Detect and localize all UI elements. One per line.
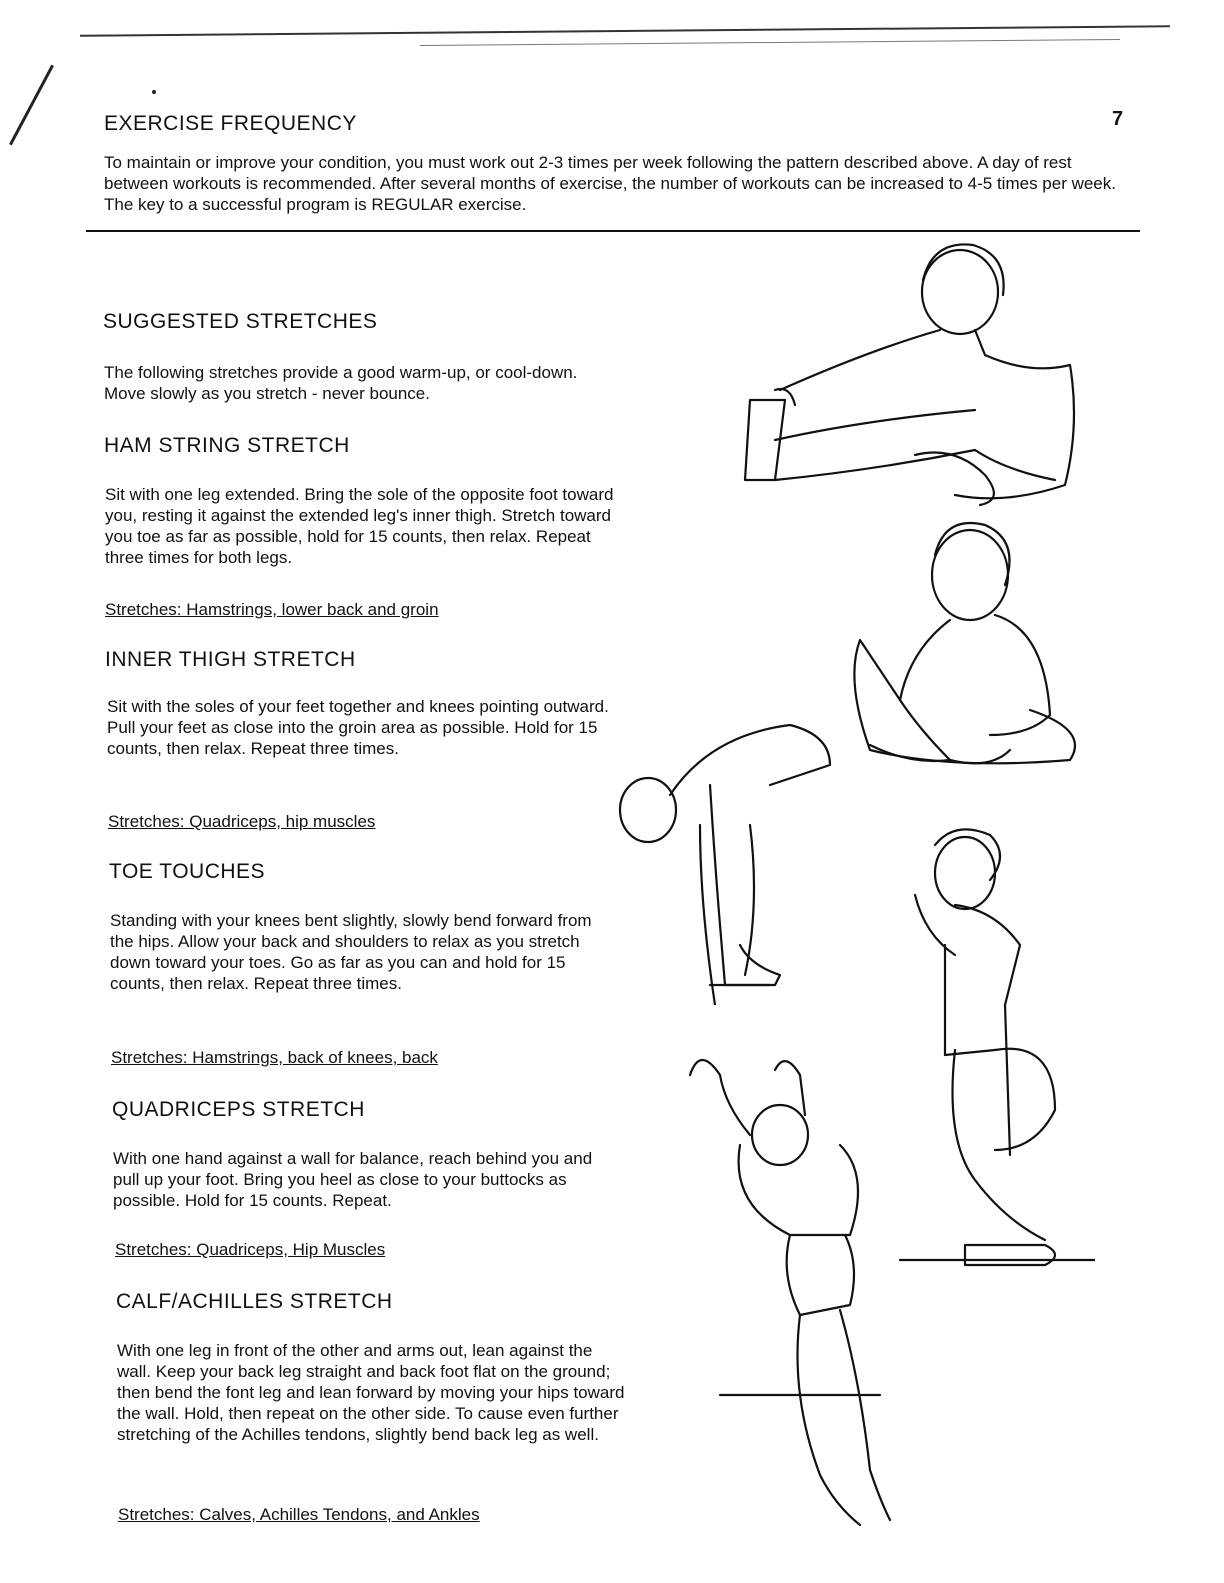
quadriceps-stretch-heading: QUADRICEPS STRETCH bbox=[112, 1098, 365, 1121]
scan-mark bbox=[9, 65, 54, 146]
suggested-stretches-intro: The following stretches provide a good warm-up, or cool-down. Move slowly as you stretch - never bounce. bbox=[104, 363, 578, 403]
toe-touches-body: Standing with your knees bent slightly, slowly bend forward from the hips. Allow your back and shoulders to relax as you stretch down toward your toes. Go as far as you can and hold for 15 counts, then relax. Repeat three times. bbox=[110, 911, 592, 993]
top-rule bbox=[80, 25, 1170, 37]
inner-thigh-stretch-illustration bbox=[850, 515, 1090, 785]
hamstring-stretch-body: Sit with one leg extended. Bring the sole of the opposite foot toward you, resting it against the extended leg's inner thigh. Stretch toward you toe as far as possible, hold for 15 counts, then relax. Repeat three times for both legs. bbox=[105, 485, 614, 567]
exercise-frequency-heading: EXERCISE FREQUENCY bbox=[104, 112, 357, 135]
page-number: 7 bbox=[1112, 108, 1124, 130]
inner-thigh-stretch-heading: INNER THIGH STRETCH bbox=[105, 648, 356, 671]
suggested-stretches-heading: SUGGESTED STRETCHES bbox=[103, 310, 378, 333]
quadriceps-stretch-body: With one hand against a wall for balance, reach behind you and pull up your foot. Bring you heel as close to your buttocks as possible. Hold for 15 counts. Repeat. bbox=[113, 1149, 593, 1210]
quadriceps-stretch-illustration bbox=[895, 825, 1095, 1275]
calf-achilles-stretch-targets: Stretches: Calves, Achilles Tendons, and Ankles bbox=[118, 1505, 480, 1524]
toe-touches-targets: Stretches: Hamstrings, back of knees, back bbox=[111, 1048, 438, 1067]
toe-touches-heading: TOE TOUCHES bbox=[109, 860, 266, 883]
hamstring-stretch-targets: Stretches: Hamstrings, lower back and groin bbox=[105, 600, 439, 619]
quadriceps-stretch-targets: Stretches: Quadriceps, Hip Muscles bbox=[115, 1240, 386, 1259]
inner-thigh-stretch-targets: Stretches: Quadriceps, hip muscles bbox=[108, 812, 376, 831]
toe-touches-illustration bbox=[610, 715, 840, 1005]
hamstring-stretch-heading: HAM STRING STRETCH bbox=[104, 434, 350, 457]
top-rule-faint bbox=[420, 39, 1120, 46]
calf-achilles-stretch-illustration bbox=[680, 1055, 920, 1535]
inner-thigh-stretch-body: Sit with the soles of your feet together and knees pointing outward. Pull your feet as close into the groin area as possible. Hold for 15 counts, then relax. Repeat three times. bbox=[107, 697, 609, 758]
calf-achilles-stretch-body: With one leg in front of the other and arms out, lean against the wall. Keep your back leg straight and back foot flat on the ground; then bend the font leg and lean forward by moving your hips toward the wall. Hold, then repeat on the other side. To cause even further stretching of the Achilles tendons, slightly bend back leg as well. bbox=[117, 1341, 625, 1444]
scan-dot bbox=[152, 90, 156, 94]
hamstring-stretch-illustration bbox=[735, 240, 1095, 510]
calf-achilles-stretch-heading: CALF/ACHILLES STRETCH bbox=[116, 1290, 393, 1313]
exercise-frequency-body: To maintain or improve your condition, you must work out 2-3 times per week following the pattern described above. A day of rest between workouts is recommended. After several months of exercise, the number of workouts can be increased to 4-5 times per week. The key to a successful program is REGULAR exercise. bbox=[104, 153, 1116, 214]
section-divider bbox=[86, 230, 1140, 232]
